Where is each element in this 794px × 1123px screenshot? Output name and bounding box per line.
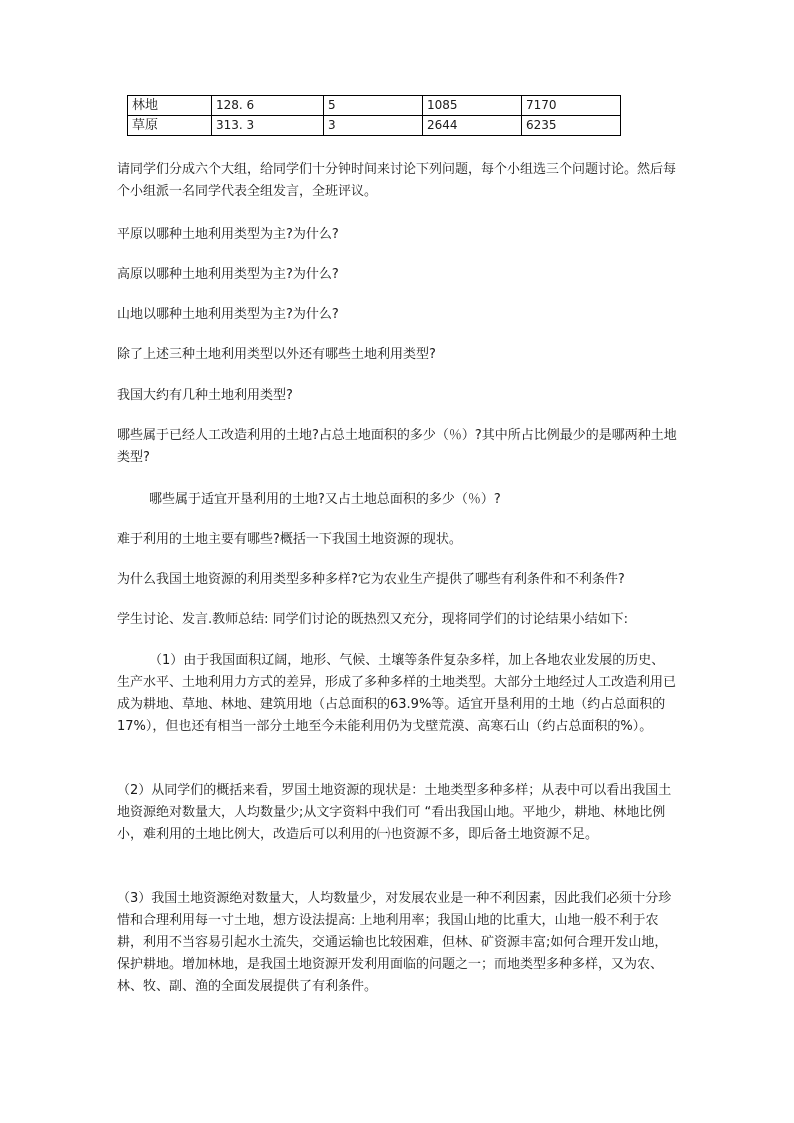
- table-cell: 3: [324, 116, 423, 136]
- summary-point-1: （1）由于我国面积辽阔，地形、气候、土壤等条件复杂多样，加上各地农业发展的历史、生产水平、土地利用力方式的差异，形成了多种多样的土地类型。大部分土地经过人工改造利用已成为耕地、草地、林地、建筑用地（占总面积的63.9%等。适宜开垦利用的土地（约占总面积的17%），但也还有相当一部分土地至今未能利用仍为戈壁荒漠、高寒石山（约占总面积的%）。: [117, 653, 677, 734]
- question-other-types: 除了上述三种土地利用类型以外还有哪些土地利用类型?: [117, 347, 436, 362]
- question-hard-to-use-land: 难于利用的土地主要有哪些?概括一下我国土地资源的现状。: [117, 532, 462, 547]
- table-cell: 5: [324, 96, 423, 116]
- question-cultivable-land: 哪些属于适宜开垦利用的土地?又占土地总面积的多少（％）?: [149, 492, 501, 507]
- table-cell: 313. 3: [212, 116, 324, 136]
- question-type-count: 我国大约有几种土地利用类型?: [117, 388, 293, 403]
- summary-intro: 学生讨论、发言.教师总结: 同学们讨论的既热烈又充分，现将同学们的讨论结果小结如下:: [117, 612, 629, 627]
- table-cell: 7170: [522, 96, 621, 116]
- table-cell: 林地: [128, 96, 212, 116]
- question-mountain: 山地以哪种土地利用类型为主?为什么?: [117, 307, 339, 322]
- intro-paragraph: 请同学们分成六个大组，给同学们十分钟时间来讨论下列问题，每个小组选三个问题讨论。然后每个小组派一名同学代表全组发言，全班评议。: [117, 162, 677, 199]
- table-cell: 1085: [423, 96, 522, 116]
- table-cell: 草原: [128, 116, 212, 136]
- table-cell: 2644: [423, 116, 522, 136]
- question-plain: 平原以哪种土地利用类型为主?为什么?: [117, 227, 339, 242]
- summary-point-3: （3）我国土地资源绝对数量大，人均数量少，对发展农业是一种不利因素，因此我们必须十分珍惜和合理利用每一寸土地，想方设法提高: 上地利用率；我国山地的比重大，山地一般不利于农耕，利用不当容易引起水土流失，交通运输也比较困难，但林、矿资源丰富;如何合理开发山地，保护耕地。增加林地，是我国土地资源开发利用面临的问题之一；而地类型多种多样，又为农、林、牧、副、渔的全面发展提供了有利条件。: [117, 891, 672, 994]
- question-modified-land: 哪些属于已经人工改造利用的土地?占总土地面积的多少（％）?其中所占比例最少的是哪两种土地类型?: [117, 428, 677, 465]
- table-row: [128, 96, 621, 116]
- question-diversity: 为什么我国土地资源的利用类型多种多样?它为农业生产提供了哪些有利条件和不利条件?: [117, 572, 625, 587]
- table-cell: 128. 6: [212, 96, 324, 116]
- question-plateau: 高原以哪种土地利用类型为主?为什么?: [117, 267, 339, 282]
- land-data-table: [127, 95, 621, 136]
- summary-point-2: （2）从同学们的概括来看，罗国土地资源的现状是：土地类型多种多样；从表中可以看出我国土地资源绝对数量大，人均数量少;从文字资料中我们可 “看出我国山地。平地少，耕地、林地比例小，难利用的土地比例大，改造后可以利用的㈠也资源不多，即后备土地资源不足。: [117, 783, 672, 842]
- table-row: [128, 116, 621, 136]
- table-cell: 6235: [522, 116, 621, 136]
